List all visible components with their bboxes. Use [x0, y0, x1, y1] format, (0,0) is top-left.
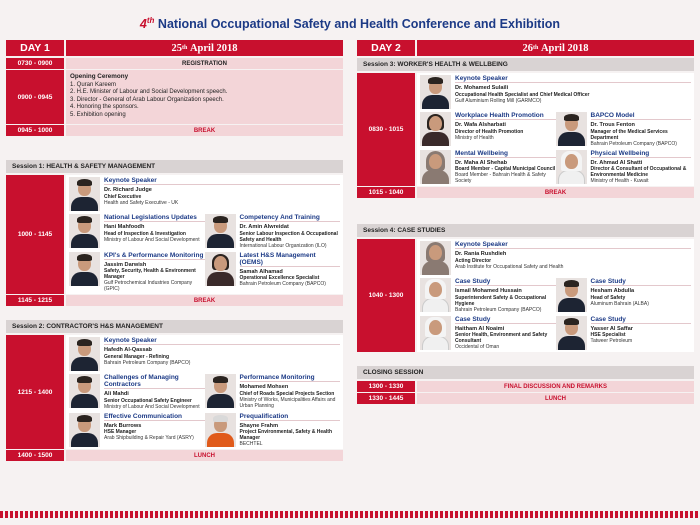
session3-block: [357, 73, 694, 186]
speaker-photo: [205, 214, 236, 248]
speaker-photo: [69, 337, 100, 371]
session3-title: Session 3: WORKER'S HEALTH & WELLBEING: [357, 58, 694, 71]
time-slot: 1015 - 1040: [357, 187, 415, 198]
speaker-photo: [420, 150, 451, 184]
keynote-speaker: Keynote Speaker Dr. Mohamed Sulaili Occupational Health Specialist and Chief Medical Officer Gulf Aluminium Rolling Mill (GARMCO): [420, 75, 691, 109]
speaker-grid: [417, 239, 694, 352]
speaker-card: Effective Communication Mark Burrows HSE Manager Arab Shipbuilding & Repair Yard (ASRY): [69, 413, 205, 448]
time-slot: 1300 - 1330: [357, 381, 415, 392]
lunch-label: LUNCH: [417, 393, 694, 404]
day-date: 25 th April 2018: [66, 40, 343, 56]
break-label: BREAK: [417, 187, 694, 198]
break-row: [6, 295, 343, 306]
speaker-card: BAPCO Model Dr. Trous Fenton Manager of the Medical Services Department Bahrain Petroleum Company (BAPCO): [556, 112, 692, 147]
speaker-photo: [420, 241, 451, 275]
time-slot: 1330 - 1445: [357, 393, 415, 404]
speaker-card: Case Study Hesham Abdulla Head of Safety Aluminum Bahrain (ALBA): [556, 278, 692, 313]
speaker-card: National Legislations Updates Hani Mahfoodh Head of Inspection & Investigation Ministry of Labour And Social Development: [69, 214, 205, 249]
lunch-row: [6, 450, 343, 461]
registration-label: REGISTRATION: [66, 58, 343, 69]
time-slot: 1400 - 1500: [6, 450, 64, 461]
session1-title: Session 1: HEALTH & SAFETY MANAGEMENT: [6, 160, 343, 173]
speaker-grid: [417, 73, 694, 186]
speaker-grid: [66, 175, 343, 294]
time-slot: 0945 - 1000: [6, 125, 64, 136]
speaker-photo: [556, 278, 587, 312]
speaker-photo: [69, 252, 100, 286]
speaker-photo: [205, 252, 236, 286]
time-slot: 0900 - 0945: [6, 70, 64, 124]
time-slot: 1215 - 1400: [6, 335, 64, 449]
time-slot: 0730 - 0900: [6, 58, 64, 69]
ceremony-row: [6, 70, 343, 124]
break-label: BREAK: [66, 125, 343, 136]
speaker-photo: [205, 374, 236, 408]
speaker-photo: [69, 177, 100, 211]
day2-column: [357, 40, 694, 405]
lunch-row: [357, 393, 694, 404]
closing-session-title: CLOSING SESSION: [357, 366, 694, 379]
session2-title: Session 2: CONTRACTOR'S H&S MANAGEMENT: [6, 320, 343, 333]
speaker-photo: [420, 316, 451, 350]
speaker-photo: [420, 112, 451, 146]
registration-row: [6, 58, 343, 69]
break-row: [6, 125, 343, 136]
session4-block: [357, 239, 694, 352]
day1-column: [6, 40, 343, 462]
keynote-speaker: Keynote Speaker Dr. Rania Rushdieh Acting Director Arab Institute for Occupational Safety and Health: [420, 241, 691, 275]
speaker-card: Workplace Health Promotion Dr. Wafa Alsharbati Director of Health Promotion Ministry of Health: [420, 112, 556, 147]
session1-block: [6, 175, 343, 294]
day2-header: [357, 40, 694, 56]
time-slot: 1000 - 1145: [6, 175, 64, 294]
day-label: DAY 2: [357, 40, 415, 56]
speaker-photo: [69, 413, 100, 447]
speaker-card: Mental Wellbeing Dr. Maha Al Shehab Board Member - Capital Municipal Council Board Member - Bahrain Health & Safety Society: [420, 150, 556, 185]
page-title: 4th National Occupational Safety and Health Conference and Exhibition: [139, 16, 561, 32]
speaker-photo: [69, 374, 100, 408]
speaker-card: Competency And Training Dr. Amin Alwreidat Senior Labour Inspection & Occupational Safety and Health International Labour Organization (ILO): [205, 214, 341, 249]
speaker-photo: [420, 75, 451, 109]
speaker-card: Case Study Yasser Al Saffar HSE Specialist Tatweer Petroleum: [556, 316, 692, 351]
closing-row: [357, 381, 694, 392]
time-slot: 1040 - 1300: [357, 239, 415, 352]
speaker-photo: [556, 316, 587, 350]
speaker-card: Performance Monitoring Mohamed Mohsen Chief of Roads Special Projects Section Ministry of Works, Municipalities Affairs and Urban Planning: [205, 374, 341, 410]
keynote-speaker: Keynote Speaker Dr. Richard Judge Chief Executive Health and Safety Executive - UK: [69, 177, 340, 211]
speaker-photo: [420, 278, 451, 312]
break-label: BREAK: [66, 295, 343, 306]
speaker-card: Prequalification Shayne Frahm Project Environmental, Safety & Health Manager BECHTEL: [205, 413, 341, 448]
time-slot: 1145 - 1215: [6, 295, 64, 306]
keynote-speaker: Keynote Speaker Hafedh Al-Qassab General Manager - Refining Bahrain Petroleum Company (BAPCO): [69, 337, 340, 371]
speaker-card: KPI's & Performance Monitoring Jassim Darwish Safety, Security, Health & Environment Manager Gulf Petrochemical Industries Company (GPIC): [69, 252, 205, 293]
opening-ceremony: Opening Ceremony 1. Quran Kareem 2. H.E. Minister of Labour and Social Development speech. 3. Director - General of Arab Labour Organization speech. 4. Honoring the sponsors. 5. Exhibition opening: [66, 70, 343, 124]
day1-header: [6, 40, 343, 56]
speaker-photo: [556, 112, 587, 146]
lunch-label: LUNCH: [66, 450, 343, 461]
speaker-grid: [66, 335, 343, 449]
final-discussion-label: FINAL DISCUSSION AND REMARKS: [417, 381, 694, 392]
speaker-photo: [205, 413, 236, 447]
decorative-footer-bar: [0, 511, 700, 518]
speaker-card: Challenges of Managing Contractors Ali Mahdi Senior Occupational Safety Engineer Ministry of Labour And Social Development: [69, 374, 205, 410]
speaker-card: Physical Wellbeing Dr. Ahmad Al Shatti Director & Consultant of Occupational & Environmental Medicine Ministry of Health - Kuwait: [556, 150, 692, 185]
break-row: [357, 187, 694, 198]
day-label: DAY 1: [6, 40, 64, 56]
speaker-card: Case Study Haitham Al Noaimi Senior Health, Environment and Safety Consultant Occidental of Oman: [420, 316, 556, 351]
session4-title: Session 4: CASE STUDIES: [357, 224, 694, 237]
time-slot: 0830 - 1015: [357, 73, 415, 186]
day-date: 26 th April 2018: [417, 40, 694, 56]
speaker-card: Latest H&S Management (OEMS) Samah Alhamad Operational Excellence Specialist Bahrain Petroleum Company (BAPCO): [205, 252, 341, 293]
session2-block: [6, 335, 343, 449]
speaker-card: Case Study Ismail Mohamed Hussain Superintendent Safety & Occupational Hygiene Bahrain Petroleum Company (BAPCO): [420, 278, 556, 313]
speaker-photo: [556, 150, 587, 184]
speaker-photo: [69, 214, 100, 248]
